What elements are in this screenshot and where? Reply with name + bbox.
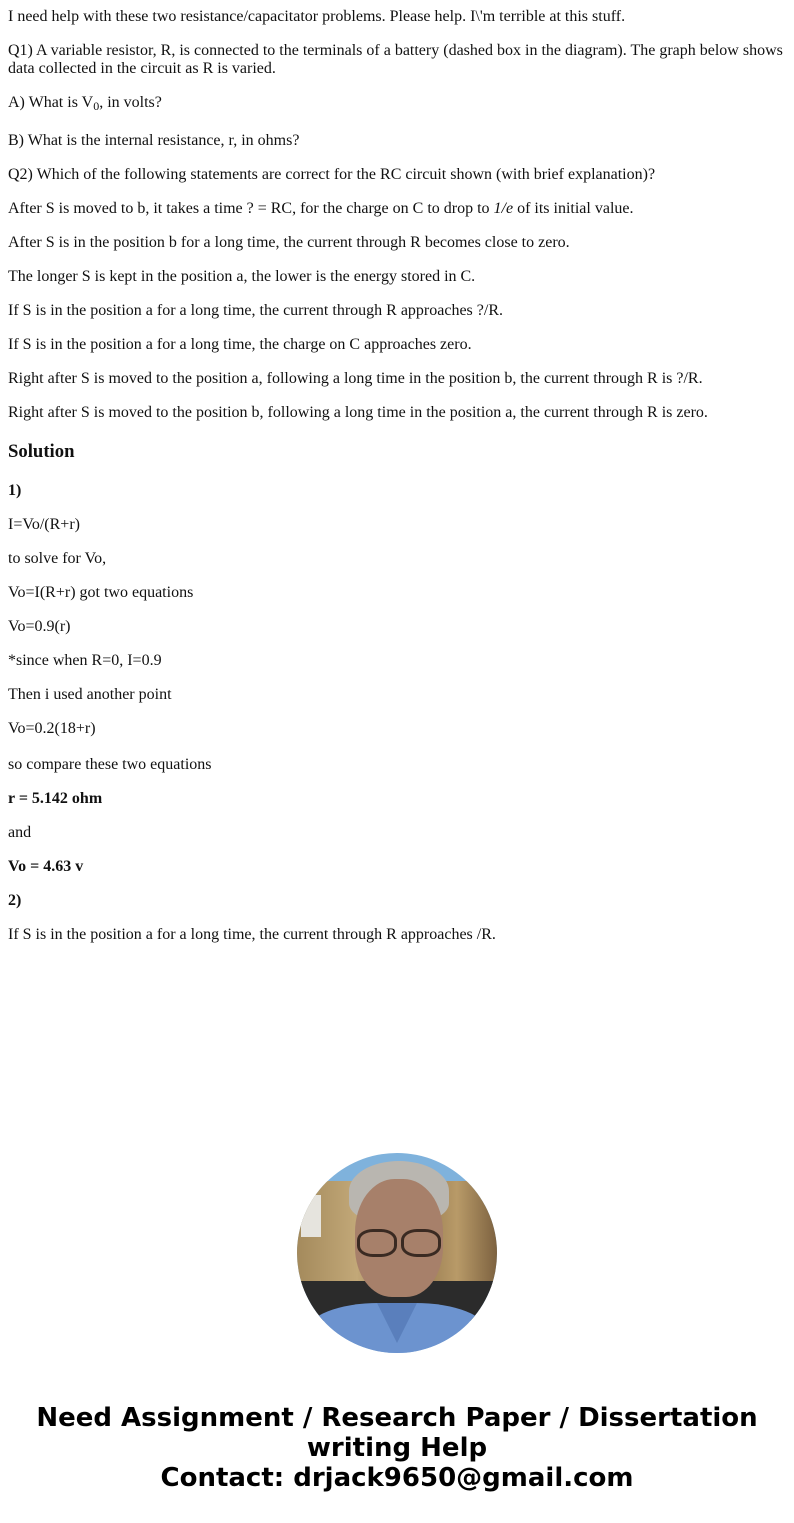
solution-line: to solve for Vo, bbox=[8, 550, 107, 567]
contact-footer bbox=[0, 1403, 794, 1493]
solution-and: and bbox=[8, 824, 32, 841]
statement-2: After S is in the position b for a long time, the current through R becomes close to zero. bbox=[8, 234, 570, 251]
q1a-suffix: , in volts? bbox=[99, 94, 162, 111]
question-2-text: Q2) Which of the following statements are correct for the RC circuit shown (with brief explanation)? bbox=[8, 166, 656, 183]
statement-1-prefix: After S is moved to b, it takes a time ? = RC, for the charge on C to drop to bbox=[8, 200, 494, 217]
intro-text: I need help with these two resistance/capacitator problems. Please help. I\'m terrible at this stuff. bbox=[8, 8, 626, 25]
avatar-glasses-right bbox=[401, 1229, 441, 1257]
statement-7: Right after S is moved to the position b, following a long time in the position a, the current through R is zero. bbox=[8, 404, 708, 421]
result-internal-resistance: r = 5.142 ohm bbox=[8, 790, 103, 807]
solution-line: Then i used another point bbox=[8, 686, 172, 703]
statement-6: Right after S is moved to the position a, following a long time in the position b, the current through R is ?/R. bbox=[8, 370, 703, 387]
statement-3: The longer S is kept in the position a, the lower is the energy stored in C. bbox=[8, 268, 476, 285]
solution-line: Vo=0.2(18+r) bbox=[8, 720, 96, 737]
avatar-wall-switch bbox=[301, 1195, 321, 1237]
statement-1-italic: 1/e bbox=[493, 200, 514, 217]
question-1a-text bbox=[8, 94, 162, 112]
author-avatar bbox=[297, 1153, 497, 1353]
solution-line: Vo=0.9(r) bbox=[8, 618, 71, 635]
statement-1-suffix: of its initial value. bbox=[513, 200, 634, 217]
solution-part-1-label: 1) bbox=[8, 482, 22, 499]
footer-line-2: writing Help bbox=[306, 1433, 488, 1463]
solution-heading: Solution bbox=[8, 441, 75, 462]
statement-1 bbox=[8, 200, 634, 218]
statement-5: If S is in the position a for a long time, the charge on C approaches zero. bbox=[8, 336, 472, 353]
solution-part-2-label: 2) bbox=[8, 892, 22, 909]
solution-line: *since when R=0, I=0.9 bbox=[8, 652, 162, 669]
footer-contact-line: Contact: drjack9650@gmail.com bbox=[160, 1463, 634, 1493]
solution-part-2-answer: If S is in the position a for a long time, the current through R approaches /R. bbox=[8, 926, 496, 943]
avatar-glasses-left bbox=[357, 1229, 397, 1257]
q1a-subscript: 0 bbox=[93, 99, 100, 113]
solution-line: Vo=I(R+r) got two equations bbox=[8, 584, 194, 601]
statement-4: If S is in the position a for a long time, the current through R approaches ?/R. bbox=[8, 302, 503, 319]
solution-line: so compare these two equations bbox=[8, 756, 212, 773]
result-vo: Vo = 4.63 v bbox=[8, 858, 84, 875]
footer-line-1: Need Assignment / Research Paper / Dissertation bbox=[36, 1403, 758, 1433]
question-1-text: Q1) A variable resistor, R, is connected to the terminals of a battery (dashed box in the diagram). The graph below shows data collected in the circuit as R is varied. bbox=[8, 42, 783, 77]
q1a-prefix: A) What is V bbox=[8, 94, 94, 111]
solution-line: I=Vo/(R+r) bbox=[8, 516, 80, 533]
question-1b-text: B) What is the internal resistance, r, in ohms? bbox=[8, 132, 300, 149]
